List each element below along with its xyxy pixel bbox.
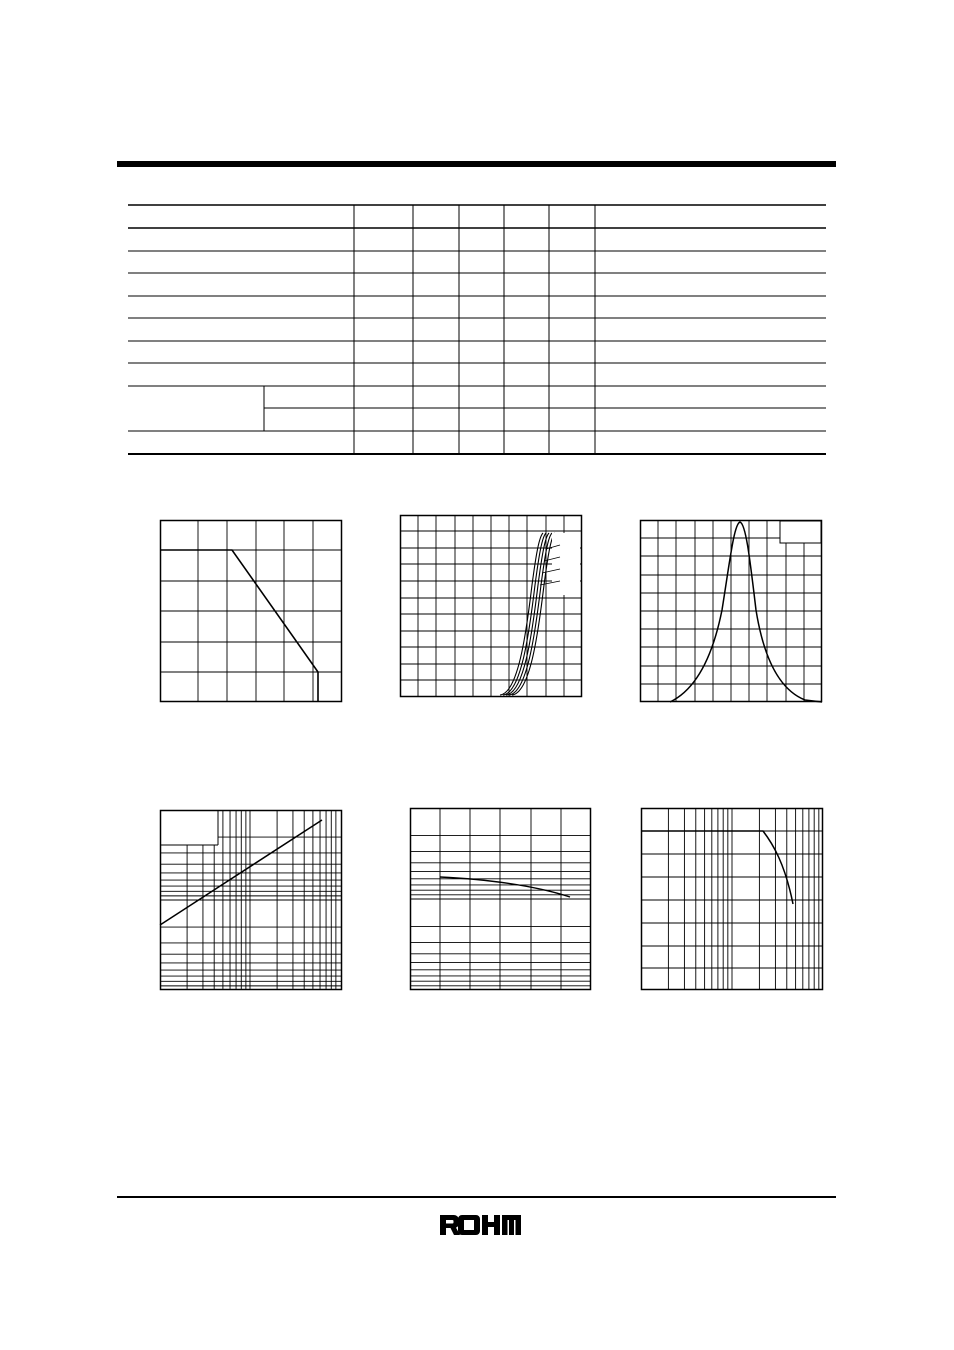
graph-grid	[410, 808, 591, 990]
graph-grid	[160, 520, 342, 702]
graph-curve	[160, 550, 318, 702]
graph-cutoff	[641, 808, 823, 990]
graph-curve	[670, 522, 822, 702]
graph-legend-box	[161, 811, 218, 845]
graph-curve-family	[400, 515, 582, 697]
graph-legend-box	[552, 533, 580, 595]
graph-grid	[640, 520, 822, 702]
graph-curve	[440, 877, 570, 897]
graph-curve	[641, 831, 793, 904]
footer-rule	[117, 1196, 836, 1198]
rohm-logo	[437, 1212, 523, 1238]
graph-legend-box	[780, 521, 821, 543]
graph-decline	[410, 808, 591, 990]
graph-grid	[641, 808, 823, 990]
graph-log-log	[160, 810, 342, 990]
graph-derating	[160, 520, 342, 702]
graph-spectral	[640, 520, 822, 702]
spec-table	[0, 0, 954, 470]
rohm-logo-mark	[437, 1212, 523, 1238]
